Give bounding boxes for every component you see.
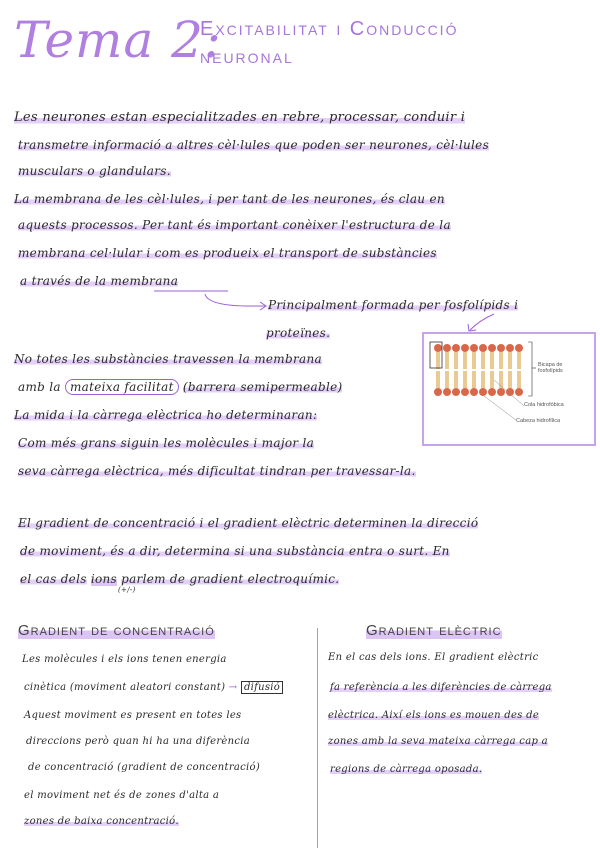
label-cabeza: Cabeza hidrofílica xyxy=(516,418,561,424)
bilayer-figure xyxy=(422,332,596,446)
left-text-1: Les molècules i els ions tenen energia xyxy=(22,654,227,665)
bilayer-top-heads xyxy=(434,344,523,352)
ions-note: (+/-) xyxy=(118,586,136,594)
bilayer-bottom-heads xyxy=(434,388,523,396)
left-line-3 xyxy=(24,710,242,721)
left-line-4 xyxy=(26,736,250,747)
page-title: Tema 2: xyxy=(14,11,222,69)
label-bicapa: Bicapa de fosfolípids xyxy=(538,362,563,374)
right-line-2 xyxy=(330,682,552,693)
para3-text-3a: el cas dels xyxy=(20,572,87,586)
para1-line-2 xyxy=(18,138,489,152)
annotation-text-2: proteïnes. xyxy=(266,326,331,340)
right-section-title-text: Gradient elèctric xyxy=(366,622,502,639)
para3-text-1: El gradient de concentració i el gradient elèctric determinen la direcció xyxy=(18,516,479,530)
para2-text-3: La mida i la càrrega elèctrica ho determinaran: xyxy=(14,408,318,422)
right-text-5: regions de càrrega oposada. xyxy=(330,764,483,775)
para1-line-5 xyxy=(18,218,451,232)
right-section-title xyxy=(366,622,502,639)
column-divider xyxy=(317,628,318,848)
ions-word: ions xyxy=(90,572,117,586)
right-line-3 xyxy=(328,710,539,721)
para3-line-3 xyxy=(20,572,339,586)
right-text-1: En el cas dels ions. El gradient elèctric xyxy=(328,652,539,663)
para2-text-2c: (barrera semipermeable) xyxy=(182,380,343,394)
para3-line-2 xyxy=(20,544,450,558)
para1-text-3: musculars o glandulars. xyxy=(18,164,171,178)
right-line-1 xyxy=(328,652,539,663)
bilayer-tails xyxy=(437,352,520,388)
para1-text-1: Les neurones estan especialitzades en rebre, processar, conduir i xyxy=(14,110,466,125)
difusio-boxed: difusió xyxy=(241,681,283,694)
para2-line-3 xyxy=(14,408,317,422)
para1-text-2: transmetre informació a altres cèl·lules que poden ser neurones, cèl·lules xyxy=(18,138,490,152)
label-cola: Cola hidrofóbica xyxy=(524,402,564,408)
para2-text-5: seva càrrega elèctrica, més dificultat tindran per travessar-la. xyxy=(18,464,416,478)
left-text-7: zones de baixa concentració. xyxy=(24,816,179,827)
para1-text-6: membrana cel·lular i com es produeix el transport de substàncies xyxy=(18,246,437,260)
para2-line-2 xyxy=(18,380,342,394)
para1-text-7: a través de la membrana xyxy=(20,274,179,288)
right-text-2: fa referència a les diferències de càrrega xyxy=(330,682,552,693)
right-text-4: zones amb la seva mateixa càrrega cap a xyxy=(328,736,548,747)
para1-line-1 xyxy=(14,110,465,125)
left-text-3: Aquest moviment es present en totes les xyxy=(24,710,242,721)
para3-text-3c: parlem de gradient electroquímic. xyxy=(121,572,340,586)
left-line-6 xyxy=(24,790,219,801)
bilayer-illustration xyxy=(424,334,594,444)
para3-text-2: de moviment, és a dir, determina si una substància entra o surt. En xyxy=(20,544,450,558)
left-text-6: el moviment net és de zones d'alta a xyxy=(24,790,220,801)
para3-line-1 xyxy=(18,516,478,530)
left-line-2: cinètica (moviment aleatori constant) → difusió xyxy=(24,682,283,693)
para1-line-6 xyxy=(18,246,437,260)
annotation-text-1: Principalment formada per fosfolípids i xyxy=(268,298,519,312)
left-line-1 xyxy=(22,654,227,665)
annotation-line-1 xyxy=(268,298,518,312)
title-line-1: Excitabilitat i Conducció xyxy=(200,18,459,40)
left-section-title xyxy=(18,622,215,639)
left-section-title-text: Gradient de concentració xyxy=(18,622,215,639)
para2-text-4: Com més grans siguin les molècules i major la xyxy=(18,436,315,450)
para2-text-1: No totes les substàncies travessen la membrana xyxy=(14,352,322,366)
left-text-2: cinètica (moviment aleatori constant) xyxy=(24,682,226,693)
para2-line-1 xyxy=(14,352,322,366)
left-line-5 xyxy=(28,762,260,773)
right-line-5 xyxy=(330,764,482,775)
left-line-7 xyxy=(24,816,179,827)
title-line-2: neuronal xyxy=(200,46,294,68)
para1-text-5: aquests processos. Per tant és important conèixer l'estructura de la xyxy=(18,218,451,232)
annotation-line-2 xyxy=(266,326,330,340)
left-text-4: direccions però quan hi ha una diferència xyxy=(26,736,251,747)
para1-line-4 xyxy=(14,192,445,206)
right-line-4 xyxy=(328,736,548,747)
para2-text-2a: amb la xyxy=(18,380,61,394)
left-text-5: de concentració (gradient de concentració) xyxy=(28,762,261,773)
para2-line-4 xyxy=(18,436,314,450)
mateixa-facilitat-circled: mateixa facilitat xyxy=(65,379,179,395)
para1-line-3 xyxy=(18,164,171,178)
para2-line-5 xyxy=(18,464,416,478)
arrow-to-annotation xyxy=(150,286,280,316)
right-text-3: elèctrica. Així els ions es mouen des de xyxy=(328,710,540,721)
para1-text-4: La membrana de les cèl·lules, i per tant de les neurones, és clau en xyxy=(14,192,445,206)
